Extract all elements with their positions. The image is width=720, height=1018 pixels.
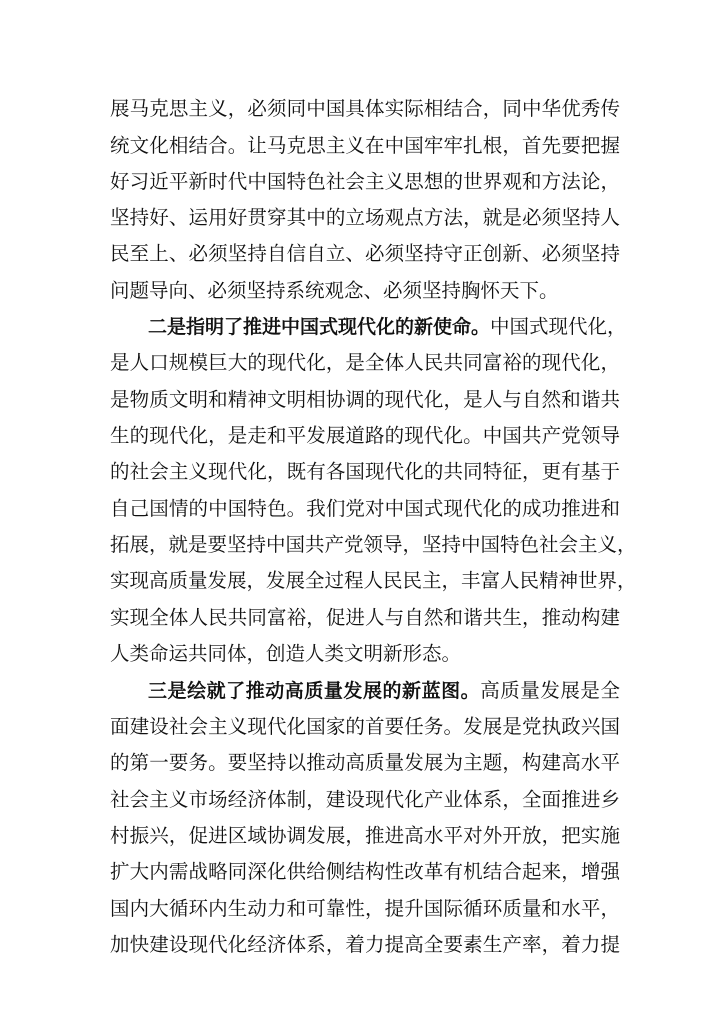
paragraph-line: 展马克思主义，必须同中国具体实际相结合，同中华优秀传 xyxy=(110,97,620,120)
paragraph-line: 扩大内需战略同深化供给侧结构性改革有机结合起来，增强 xyxy=(110,860,620,883)
paragraph-line: 的第一要务。要坚持以推动高质量发展为主题，构建高水平 xyxy=(110,751,620,774)
section-heading-line xyxy=(148,309,627,345)
section-heading: 三是绘就了推动高质量发展的新蓝图。 xyxy=(148,680,481,702)
paragraph-line: 加快建设现代化经济体系，着力提高全要素生产率，着力提 xyxy=(110,933,620,956)
paragraph-line: 实现全体人民共同富裕，促进人与自然和谐共生，推动构建 xyxy=(110,606,620,629)
paragraph-line: 是人口规模巨大的现代化，是全体人民共同富裕的现代化， xyxy=(110,351,620,374)
paragraph-line: 实现高质量发展，发展全过程人民民主，丰富人民精神世界， xyxy=(110,569,637,592)
paragraph-line: 拓展，就是要坚持中国共产党领导，坚持中国特色社会主义， xyxy=(110,533,637,556)
paragraph-line: 是物质文明和精神文明相协调的现代化，是人与自然和谐共 xyxy=(110,388,620,411)
paragraph-text: 高质量发展是全 xyxy=(480,679,620,702)
paragraph-line: 统文化相结合。让马克思主义在中国牢牢扎根，首先要把握 xyxy=(110,134,620,157)
section-heading: 二是指明了推进中国式现代化的新使命。 xyxy=(148,316,491,338)
paragraph-line: 问题导向、必须坚持系统观念、必须坚持胸怀天下。 xyxy=(110,279,559,302)
paragraph-line: 好习近平新时代中国特色社会主义思想的世界观和方法论， xyxy=(110,170,620,193)
paragraph-line: 社会主义市场经济体制，建设现代化产业体系，全面推进乡 xyxy=(110,788,620,811)
paragraph-text: 中国式现代化， xyxy=(490,315,627,338)
paragraph-line: 坚持好、运用好贯穿其中的立场观点方法，就是必须坚持人 xyxy=(110,206,620,229)
paragraph-line: 自己国情的中国特色。我们党对中国式现代化的成功推进和 xyxy=(110,497,620,520)
paragraph-line: 村振兴，促进区域协调发展，推进高水平对外开放，把实施 xyxy=(110,824,620,847)
section-heading-line xyxy=(148,673,620,709)
paragraph-line: 人类命运共同体，创造人类文明新形态。 xyxy=(110,642,462,665)
paragraph-line: 国内大循环内生动力和可靠性，提升国际循环质量和水平， xyxy=(110,897,620,920)
paragraph-line: 民至上、必须坚持自信自立、必须坚持守正创新、必须坚持 xyxy=(110,242,620,265)
paragraph-line: 的社会主义现代化，既有各国现代化的共同特征，更有基于 xyxy=(110,460,620,483)
paragraph-line: 面建设社会主义现代化国家的首要任务。发展是党执政兴国 xyxy=(110,715,620,738)
paragraph-line: 生的现代化，是走和平发展道路的现代化。中国共产党领导 xyxy=(110,424,620,447)
